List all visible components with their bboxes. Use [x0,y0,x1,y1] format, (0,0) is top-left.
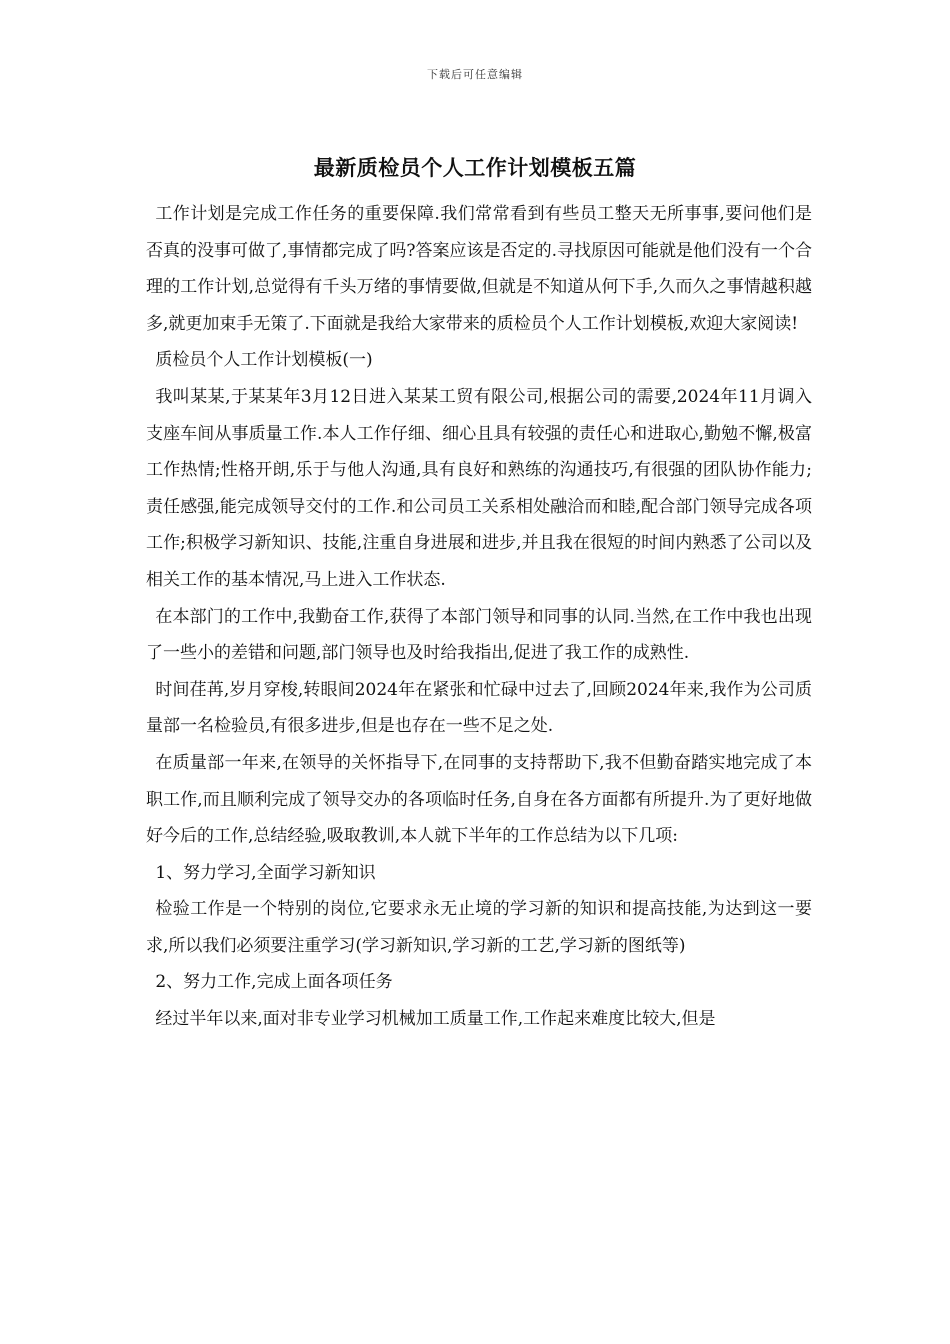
document-body [146,196,812,1038]
body-paragraph: 时间荏苒,岁月穿梭,转眼间2024年在紧张和忙碌中过去了,回顾2024年来,我作为公司质量部一名检验员,有很多进步,但是也存在一些不足之处. [146,679,812,737]
list-heading-1: 1、努力学习,全面学习新知识 [155,862,376,883]
body-paragraph: 我叫某某,于某某年3月12日进入某某工贸有限公司,根据公司的需要,2024年11月调入支座车间从事质量工作.本人工作仔细、细心且具有较强的责任心和进取心,勤勉不懈,极富工作热情;性格开朗,乐于与他人沟通,具有良好和熟练的沟通技巧,有很强的团队协作能力;责任感强,能完成领导交付的工作.和公司员工关系相处融洽而和睦,配合部门领导完成各项工作;积极学习新知识、技能,注重自身进展和进步,并且我在很短的时间内熟悉了公司以及相关工作的基本情况,马上进入工作状态. [146,386,812,590]
body-paragraph: 在本部门的工作中,我勤奋工作,获得了本部门领导和同事的认同.当然,在工作中我也出现了一些小的差错和问题,部门领导也及时给我指出,促进了我工作的成熟性. [146,606,812,664]
list-heading-2: 2、努力工作,完成上面各项任务 [155,972,393,993]
page-header-note: 下载后可任意编辑 [427,68,523,81]
document-title: 最新质检员个人工作计划模板五篇 [313,155,637,180]
body-paragraph: 在质量部一年来,在领导的关怀指导下,在同事的支持帮助下,我不但勤奋踏实地完成了本职工作,而且顺利完成了领导交办的各项临时任务,自身在各方面都有所提升.为了更好地做好今后的工作,总结经验,吸取教训,本人就下半年的工作总结为以下几项: [146,752,812,847]
body-paragraph: 经过半年以来,面对非专业学习机械加工质量工作,工作起来难度比较大,但是 [155,1009,716,1030]
section-heading-template-one: 质检员个人工作计划模板(一) [155,350,373,371]
intro-paragraph: 工作计划是完成工作任务的重要保障.我们常常看到有些员工整天无所事事,要问他们是否真的没事可做了,事情都完成了吗?答案应该是否定的.寻找原因可能就是他们没有一个合理的工作计划,总觉得有千头万绪的事情要做,但就是不知道从何下手,久而久之事情越积越多,就更加束手无策了.下面就是我给大家带来的质检员个人工作计划模板,欢迎大家阅读! [146,204,812,334]
body-paragraph: 检验工作是一个特别的岗位,它要求永无止境的学习新的知识和提高技能,为达到这一要求,所以我们必须要注重学习(学习新知识,学习新的工艺,学习新的图纸等) [146,899,812,956]
